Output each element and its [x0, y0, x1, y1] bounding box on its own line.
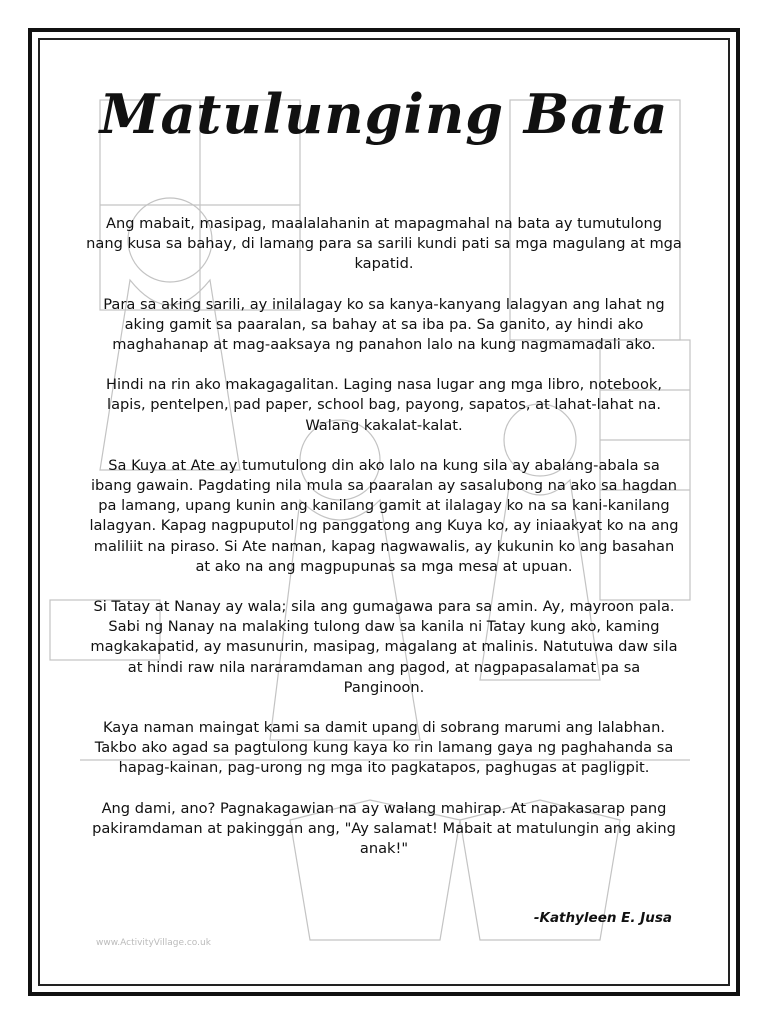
paragraph-7: Ang dami, ano? Pagnakagawian na ay walang mahirap. At napakasarap pang pakiramdaman at pakinggan ang, "Ay salamat! Mabait at matulungin ang aking anak!"	[92, 799, 676, 858]
paragraph-5: Si Tatay at Nanay ay wala; sila ang gumagawa para sa amin. Ay, mayroon pala. Sabi ng Nanay na malaking tulong daw sa kanila ni Tatay kung ako, kaming magkakapatid, ay masunurin, masipag, magalang at malinis. Natutuwa daw sila at hindi raw nila nararamdaman ang pagod, at nagpapasalamat pa sa Panginoon.	[90, 598, 678, 696]
author-signature: -Kathyleen E. Jusa	[533, 910, 672, 926]
paragraph-4: Sa Kuya at Ate ay tumutulong din ako lalo na kung sila ay abalang-abala sa ibang gawain. Pagdating nila mula sa paaralan ay sasalubong na ako sa hagdan pa lamang, upang kunin ang kanilang gamit at ilalagay ko na sa kani-kanilang lalagyan. Kapag nagpuputol ng panggatong ang Kuya ko, ay iniaakyat ko na ang maliliit na piraso. Si Ate naman, kapag nagwawalis, ay kukunin ko ang basahan at ako na ang magpupunas sa mga mesa at upuan.	[89, 456, 679, 575]
paragraph-1: Ang mabait, masipag, maalalahanin at mapagmahal na bata ay tumutulong nang kusa sa bahay, di lamang para sa sarili kundi pati sa mga magulang at mga kapatid.	[86, 215, 682, 273]
paragraph-2: Para sa aking sarili, ay inilalagay ko sa kanya-kanyang lalagyan ang lahat ng aking gamit sa paaralan, sa bahay at sa iba pa. Sa ganito, ay hindi ako maghahanap at mag-aaksaya ng panahon lalo na kung nagmamadali ako.	[103, 295, 665, 354]
essay-body	[86, 214, 682, 879]
watermark: www.ActivityVillage.co.uk	[96, 938, 211, 948]
document-title: Matulunging Bata	[99, 82, 669, 146]
paragraph-6: Kaya naman maingat kami sa damit upang di sobrang marumi ang lalabhan. Takbo ako agad sa pagtulong kung kaya ko rin lamang gaya ng paghahanda sa hapag-kainan, pag-urong ng mga ito pagkatapos, paghugas at pagligpit.	[94, 719, 674, 777]
paragraph-3: Hindi na rin ako makagagalitan. Laging nasa lugar ang mga libro, notebook, lapis, pentelpen, pad paper, school bag, payong, sapatos, at lahat-lahat na. Walang kakalat-kalat.	[105, 376, 663, 434]
